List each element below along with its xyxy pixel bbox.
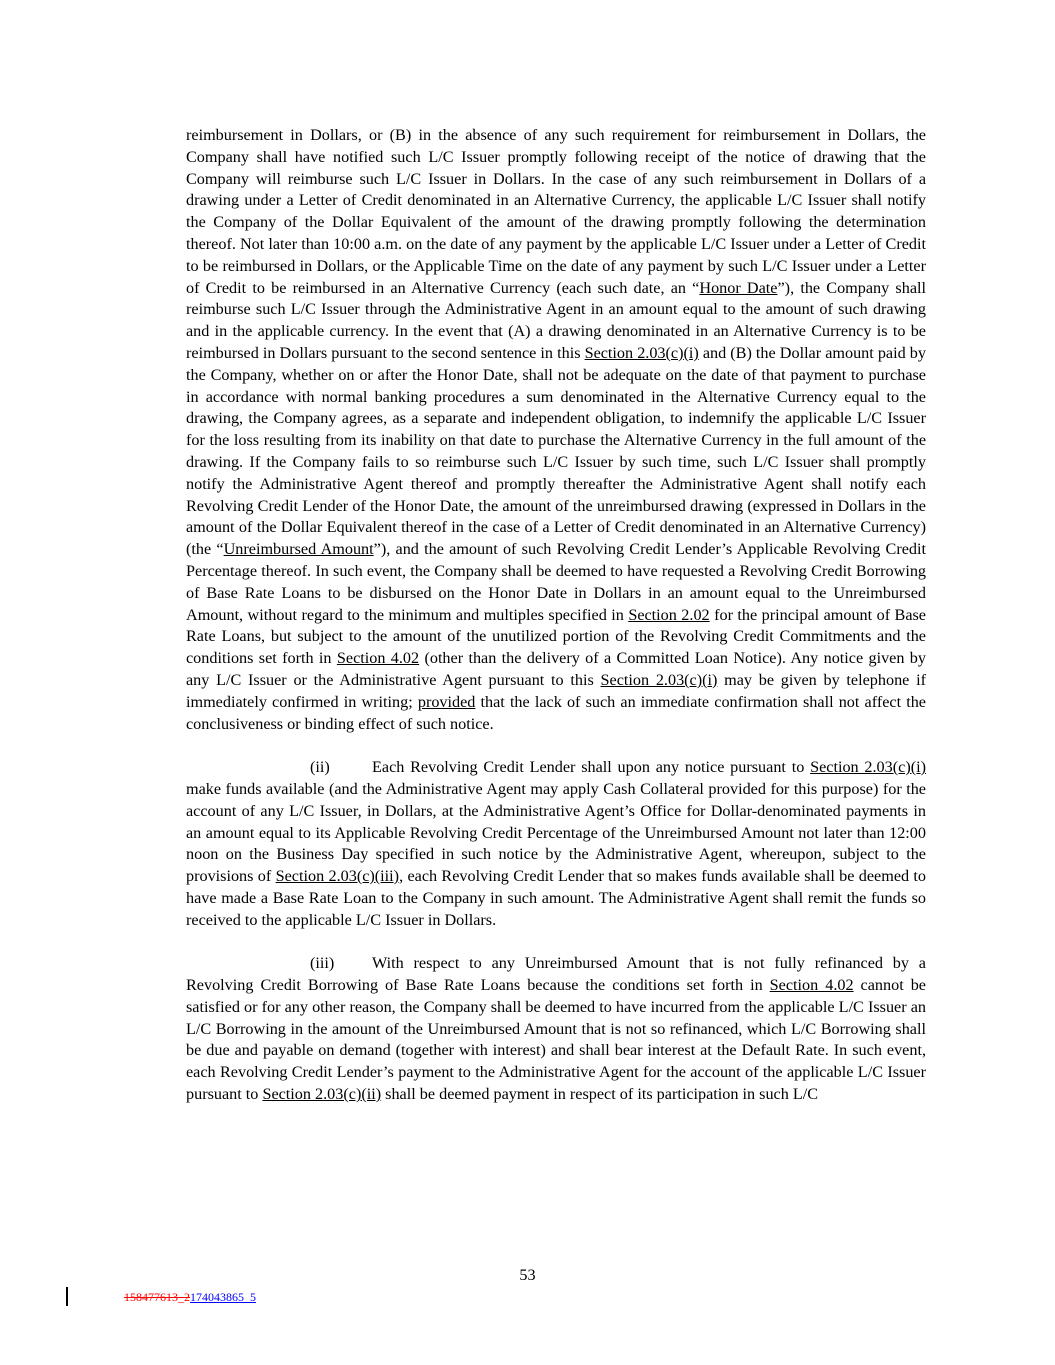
section-reference: Section 4.02 [336, 649, 420, 668]
section-reference: Section 2.02 [628, 605, 710, 624]
text-run: With respect to any Unreimbursed Amount that is not fully refinanced by a Revolving Credit Borrowing of Base Rate Loans because the conditions set forth in [186, 954, 926, 995]
section-reference: Section 2.03(c)(i) [584, 343, 699, 362]
text-run: for the principal amount of Base Rate Loans, but subject to the amount of the unutilized portion of the Revolving Credit Commitments and the conditions set forth in [186, 605, 926, 668]
text-run: , each Revolving Credit Lender that so makes funds available shall be deemed to have made a Base Rate Loan to the Company in such amount. The Administrative Agent shall remit the funds so received to the applicable L/C Issuer in Dollars. [186, 867, 927, 929]
defined-term-unreimbursed-amount: Unreimbursed Amount [223, 540, 374, 559]
document-id [124, 1290, 256, 1305]
text-run: shall be deemed payment in respect of its participation in such L/C [381, 1085, 819, 1104]
text-run: may be given by telephone if immediately confirmed in writing; [186, 670, 926, 711]
section-reference: Section 4.02 [769, 976, 854, 995]
page-number: 53 [519, 1266, 536, 1284]
text-run: Each Revolving Credit Lender shall upon any notice pursuant to [372, 758, 811, 777]
text-run: (other than the delivery of a Committed Loan Notice). Any notice given by any L/C Issuer or the Administrative Agent pursuant to this [186, 649, 926, 689]
paragraph-iii [186, 953, 926, 1106]
document-id-deleted: 158477613_2 [124, 1290, 190, 1304]
section-reference: Section 2.03(c)(i) [600, 670, 718, 689]
text-run: ”), and the amount of such Revolving Credit Lender’s Applicable Revolving Credit Percentage thereof. In such event, the Company shall be deemed to have requested a Revolving Credit Borrowing of Base Rate Loans to be disbursed on the Honor Date in Dollars in an amount equal to the Unreimbursed Amount, without regard to the minimum and multiples specified in [186, 540, 927, 624]
text-run: and (B) the Dollar amount paid by the Company, whether on or after the Honor Date, shall not be adequate on the date of that payment to purchase in accordance with normal banking procedures a sum denominated in the Alternative Currency equal to the drawing, the Company agrees, as a separate and independent obligation, to indemnify the applicable L/C Issuer for the loss resulting from its inability on that date to purchase the Alternative Currency in the full amount of the drawing. If the Company fails to so reimburse such L/C Issuer by such time, such L/C Issuer shall promptly notify the Administrative Agent thereof and promptly thereafter the Administrative Agent shall notify each Revolving Credit Lender of the Honor Date, the amount of the unreimbursed drawing (expressed in Dollars in the amount of the Dollar Equivalent thereof in the case of a Letter of Credit denominated in an Alternative Currency) (the “ [186, 343, 926, 559]
text-run: cannot be satisfied or for any other reason, the Company shall be deemed to have incurred from the applicable L/C Issuer an L/C Borrowing in the amount of the Unreimbursed Amount that is not so refinanced, which L/C Borrowing shall be due and payable on demand (together with interest) and shall bear interest at the Default Rate. In such event, each Revolving Credit Lender’s payment to the Administrative Agent for the account of the applicable L/C Issuer pursuant to [186, 976, 926, 1104]
text-run: ”), the Company shall reimburse such L/C Issuer through the Administrative Agent in an amount equal to the amount of such drawing and in the applicable currency. In the event that (A) a drawing denominated in an Alternative Currency is to be reimbursed in Dollars pursuant to the second sentence in this [186, 278, 927, 362]
proviso-term: provided [417, 692, 476, 711]
text-run: that the lack of such an immediate confirmation shall not affect the conclusiveness or binding effect of such notice. [186, 692, 926, 733]
text-run: make funds available (and the Administrative Agent may apply Cash Collateral provided for this purpose) for the account of any L/C Issuer, in Dollars, at the Administrative Agent’s Office for Dollar-denominated payments in an amount equal to its Applicable Revolving Credit Percentage of the Unreimbursed Amount not later than 12:00 noon on the Business Day specified in such notice by the Administrative Agent, whereupon, subject to the provisions of [186, 779, 926, 886]
clause-number: (ii) [310, 758, 330, 777]
revision-change-bar [66, 1287, 68, 1306]
section-reference: Section 2.03(c)(i) [810, 758, 926, 777]
text-run: reimbursement in Dollars, or (B) in the absence of any such requirement for reimbursement in Dollars, the Company shall have notified such L/C Issuer promptly following receipt of the notice of drawing that the Company will reimburse such L/C Issuer in Dollars. In the case of any such reimbursement in Dollars of a drawing under a Letter of Credit denominated in an Alternative Currency, the applicable L/C Issuer shall notify the Company of the Dollar Equivalent of the amount of the drawing promptly following the determination thereof. Not later than 10:00 a.m. on the date of any payment by the applicable L/C Issuer under a Letter of Credit to be reimbursed in Dollars, or the Applicable Time on the date of any payment by such L/C Issuer under a Letter of Credit to be reimbursed in an Alternative Currency (each such date, an “ [186, 126, 926, 297]
paragraph-ii [186, 757, 926, 931]
document-id-inserted: 174043865_5 [190, 1290, 256, 1304]
document-body [186, 125, 926, 1128]
defined-term-honor-date: Honor Date [699, 278, 778, 297]
paragraph-continuation [186, 125, 926, 735]
clause-number: (iii) [310, 954, 335, 973]
section-reference: Section 2.03(c)(iii) [275, 867, 400, 886]
section-reference: Section 2.03(c)(ii) [262, 1085, 382, 1104]
